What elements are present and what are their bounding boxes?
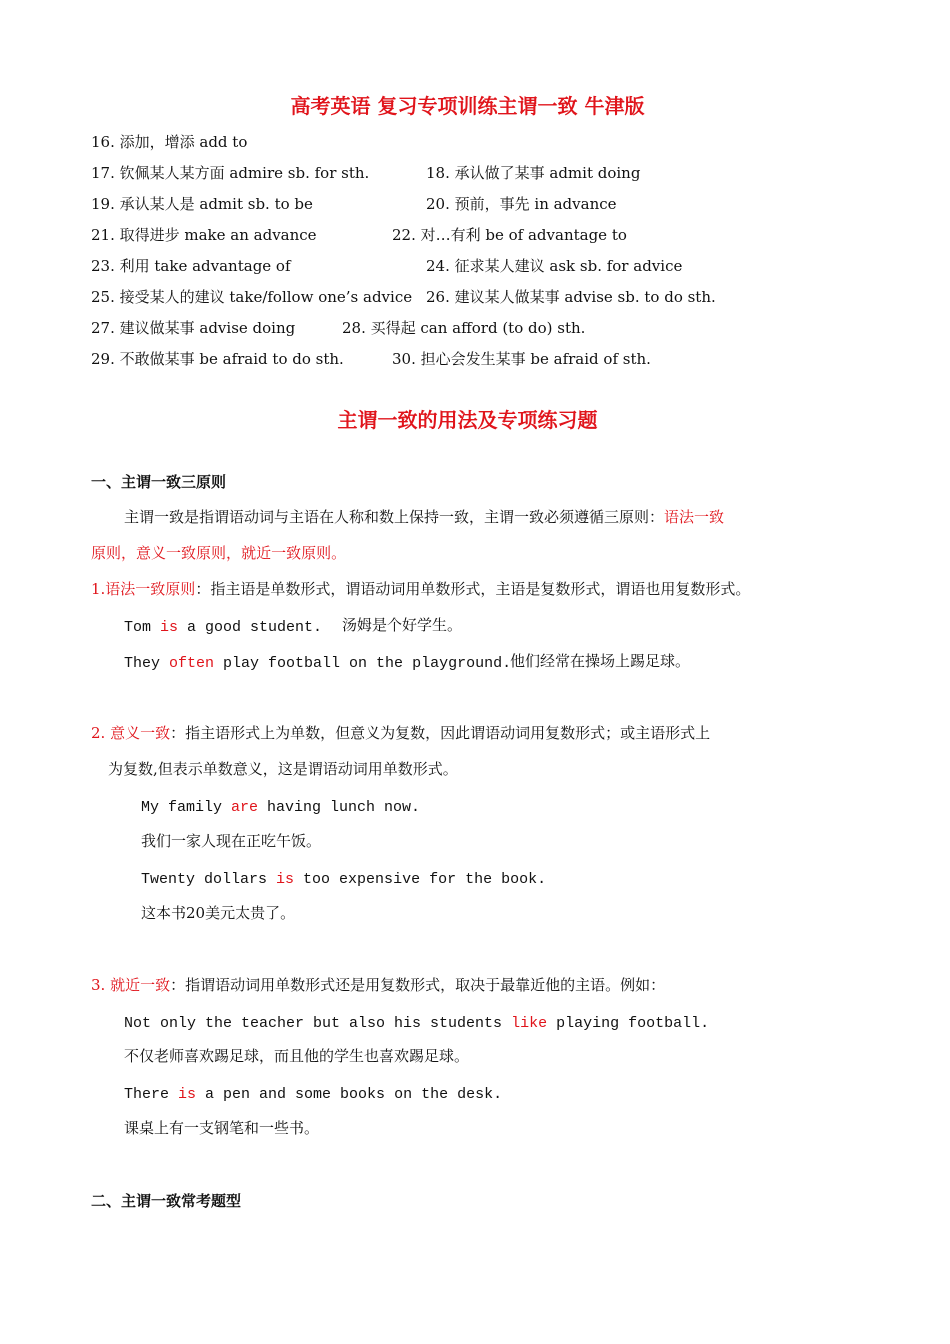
rule3-line (91, 976, 665, 994)
rule2-example1 (141, 796, 420, 816)
rule1-text: ：指主语是单数形式，谓语动词用单数形式，主语是复数形式，谓语也用复数形式。 (195, 580, 751, 598)
rule1-example2 (124, 652, 511, 672)
vocab-item: 30. 担心会发生某事 be afraid of sth. (392, 350, 651, 368)
example-translation: 这本书20美元太贵了。 (141, 904, 296, 922)
page-title: 高考英语 复习专项训练主谓一致 牛津版 (290, 94, 645, 118)
vocab-item: 23. 利用 take advantage of (91, 257, 291, 275)
example-sentence: They often play football on the playground. (124, 655, 512, 672)
intro-end: 。 (331, 544, 347, 562)
vocab-item: 28. 买得起 can afford (to do) sth. (342, 319, 586, 337)
rule1-label: 1.语法一致原则 (91, 580, 196, 598)
intro-text: 主谓一致是指谓语动词与主语在人称和数上保持一致，主谓一致必须遵循三原则： (124, 508, 665, 526)
example-sentence: Not only the teacher but also his students like playing football. (124, 1015, 710, 1032)
example-translation: 他们经常在操场上踢足球。 (510, 652, 691, 670)
vocab-item: 22. 对…有利 be of advantage to (392, 226, 627, 244)
rule2-example2 (141, 868, 546, 888)
vocab-item: 27. 建议做某事 advise doing (91, 319, 296, 337)
example-sentence: Twenty dollars is too expensive for the book. (141, 871, 547, 888)
vocab-item: 17. 钦佩某人某方面 admire sb. for sth. (91, 164, 370, 182)
rule2-label: 2. 意义一致 (91, 724, 171, 742)
intro-highlight: 语法一致 (664, 508, 725, 526)
rule3-example2 (124, 1083, 502, 1103)
example-translation: 我们一家人现在正吃午饭。 (141, 832, 322, 850)
rule2-text-cont: 为复数,但表示单数意义，这是谓语动词用单数形式。 (108, 760, 458, 778)
rule3-example1 (124, 1012, 709, 1032)
intro-highlight: 就近一致原则 (241, 544, 332, 562)
example-translation: 课桌上有一支钢笔和一些书。 (124, 1119, 320, 1137)
rule2-line (91, 724, 710, 742)
rule1-example1 (124, 616, 322, 636)
vocab-item: 16. 添加，增添 add to (91, 133, 248, 151)
vocab-item: 24. 征求某人建议 ask sb. for advice (426, 257, 683, 275)
vocab-item: 20. 预前，事先 in advance (426, 195, 617, 213)
example-sentence: Tom is a good student. (124, 619, 323, 636)
section1-heading: 一、主谓一致三原则 (91, 473, 227, 491)
intro-separator: ， (121, 544, 137, 562)
example-translation: 不仅老师喜欢踢足球，而且他的学生也喜欢踢足球。 (124, 1047, 470, 1065)
vocab-item: 26. 建议某人做某事 advise sb. to do sth. (426, 288, 716, 306)
example-sentence: There is a pen and some books on the desk. (124, 1086, 503, 1103)
intro-line1 (124, 508, 724, 526)
vocab-item: 18. 承认做了某事 admit doing (426, 164, 641, 182)
intro-highlight: 意义一致原则 (136, 544, 227, 562)
rule2-text: ：指主语形式上为单数，但意义为复数，因此谓语动词用复数形式；或主语形式上 (170, 724, 711, 742)
intro-line2 (91, 544, 346, 562)
intro-highlight: 原则 (91, 544, 122, 562)
vocab-item: 25. 接受某人的建议 take/follow one’s advice (91, 288, 413, 306)
section-title: 主谓一致的用法及专项练习题 (337, 408, 598, 432)
rule3-label: 3. 就近一致 (91, 976, 171, 994)
vocab-item: 29. 不敢做某事 be afraid to do sth. (91, 350, 344, 368)
vocab-item: 19. 承认某人是 admit sb. to be (91, 195, 313, 213)
rule1-line (91, 580, 750, 598)
example-translation: 汤姆是个好学生。 (342, 616, 463, 634)
example-sentence: My family are having lunch now. (141, 799, 421, 816)
section2-heading: 二、主谓一致常考题型 (91, 1192, 242, 1210)
intro-separator: ， (226, 544, 242, 562)
vocab-item: 21. 取得进步 make an advance (91, 226, 317, 244)
rule3-text: ：指谓语动词用单数形式还是用复数形式，取决于最靠近他的主语。例如： (170, 976, 666, 994)
